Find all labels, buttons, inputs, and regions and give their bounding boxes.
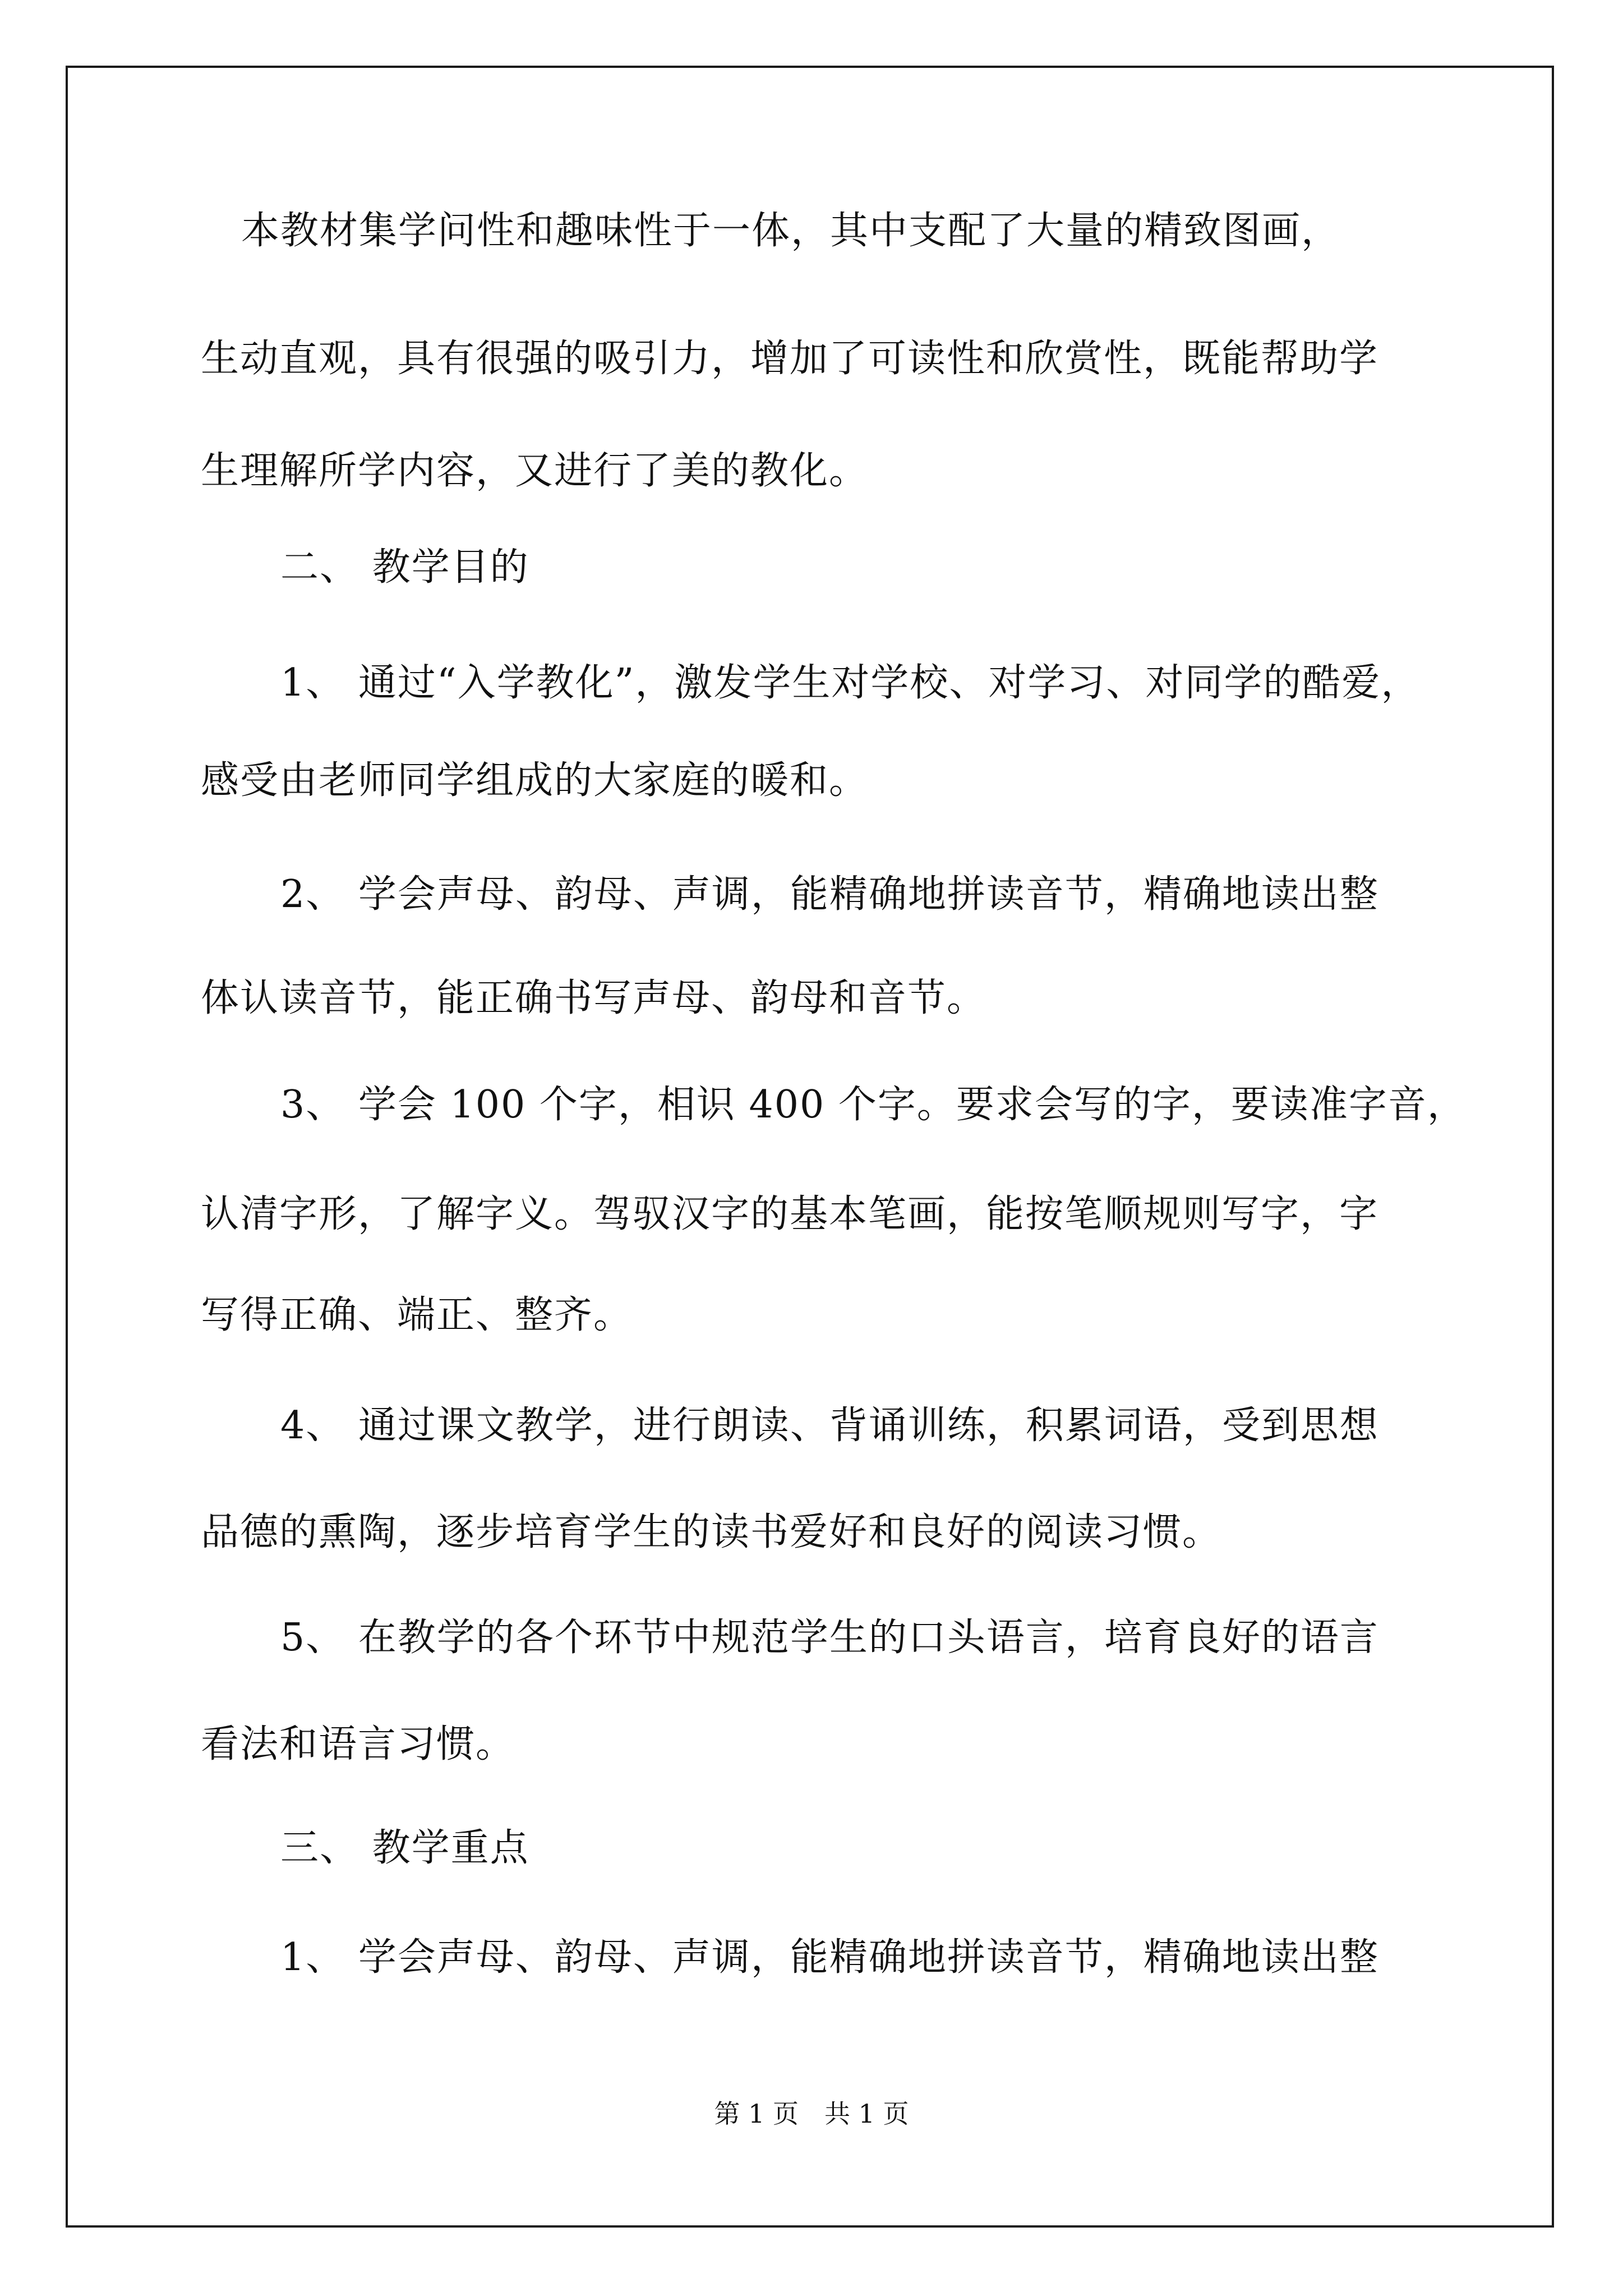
paragraph-line: 体认读音节，能正确书写声母、韵母和音节。 [201, 976, 986, 1020]
paragraph-line: 2、 学会声母、韵母、声调，能精确地拼读音节，精确地读出整 [280, 872, 1379, 917]
paragraph-line: 生动直观，具有很强的吸引力，增加了可读性和欣赏性，既能帮助学 [201, 337, 1379, 381]
page-number: 第 1 页 共 1 页 [714, 2099, 909, 2129]
paragraph-line: 1、 通过“入学教化”，激发学生对学校、对学习、对同学的酷爱， [280, 661, 1421, 705]
paragraph-line: 写得正确、端正、整齐。 [201, 1293, 633, 1337]
paragraph-line: 感受由老师同学组成的大家庭的暖和。 [201, 758, 869, 803]
section-heading: 三、 教学重点 [280, 1826, 529, 1870]
paragraph-line: 4、 通过课文教学，进行朗读、背诵训练，积累词语，受到思想 [280, 1404, 1379, 1448]
paragraph-line: 生理解所学内容，又进行了美的教化。 [201, 449, 869, 493]
paragraph-line: 看法和语言习惯。 [201, 1722, 515, 1766]
paragraph-line: 本教材集学问性和趣味性于一体，其中支配了大量的精致图画， [241, 209, 1341, 253]
paragraph-line: 品德的熏陶，逐步培育学生的读书爱好和良好的阅读习惯。 [201, 1510, 1222, 1554]
paragraph-line: 5、 在教学的各个环节中规范学生的口头语言，培育良好的语言 [280, 1616, 1379, 1660]
section-heading: 二、 教学目的 [280, 545, 529, 590]
page-border [66, 66, 1554, 2228]
paragraph-line: 3、 学会 100 个字，相识 400 个字。要求会写的字，要读准字音， [280, 1083, 1467, 1127]
paragraph-line: 认清字形，了解字义。驾驭汉字的基本笔画，能按笔顺规则写字，字 [201, 1192, 1379, 1236]
paragraph-line: 1、 学会声母、韵母、声调，能精确地拼读音节，精确地读出整 [280, 1935, 1379, 1980]
